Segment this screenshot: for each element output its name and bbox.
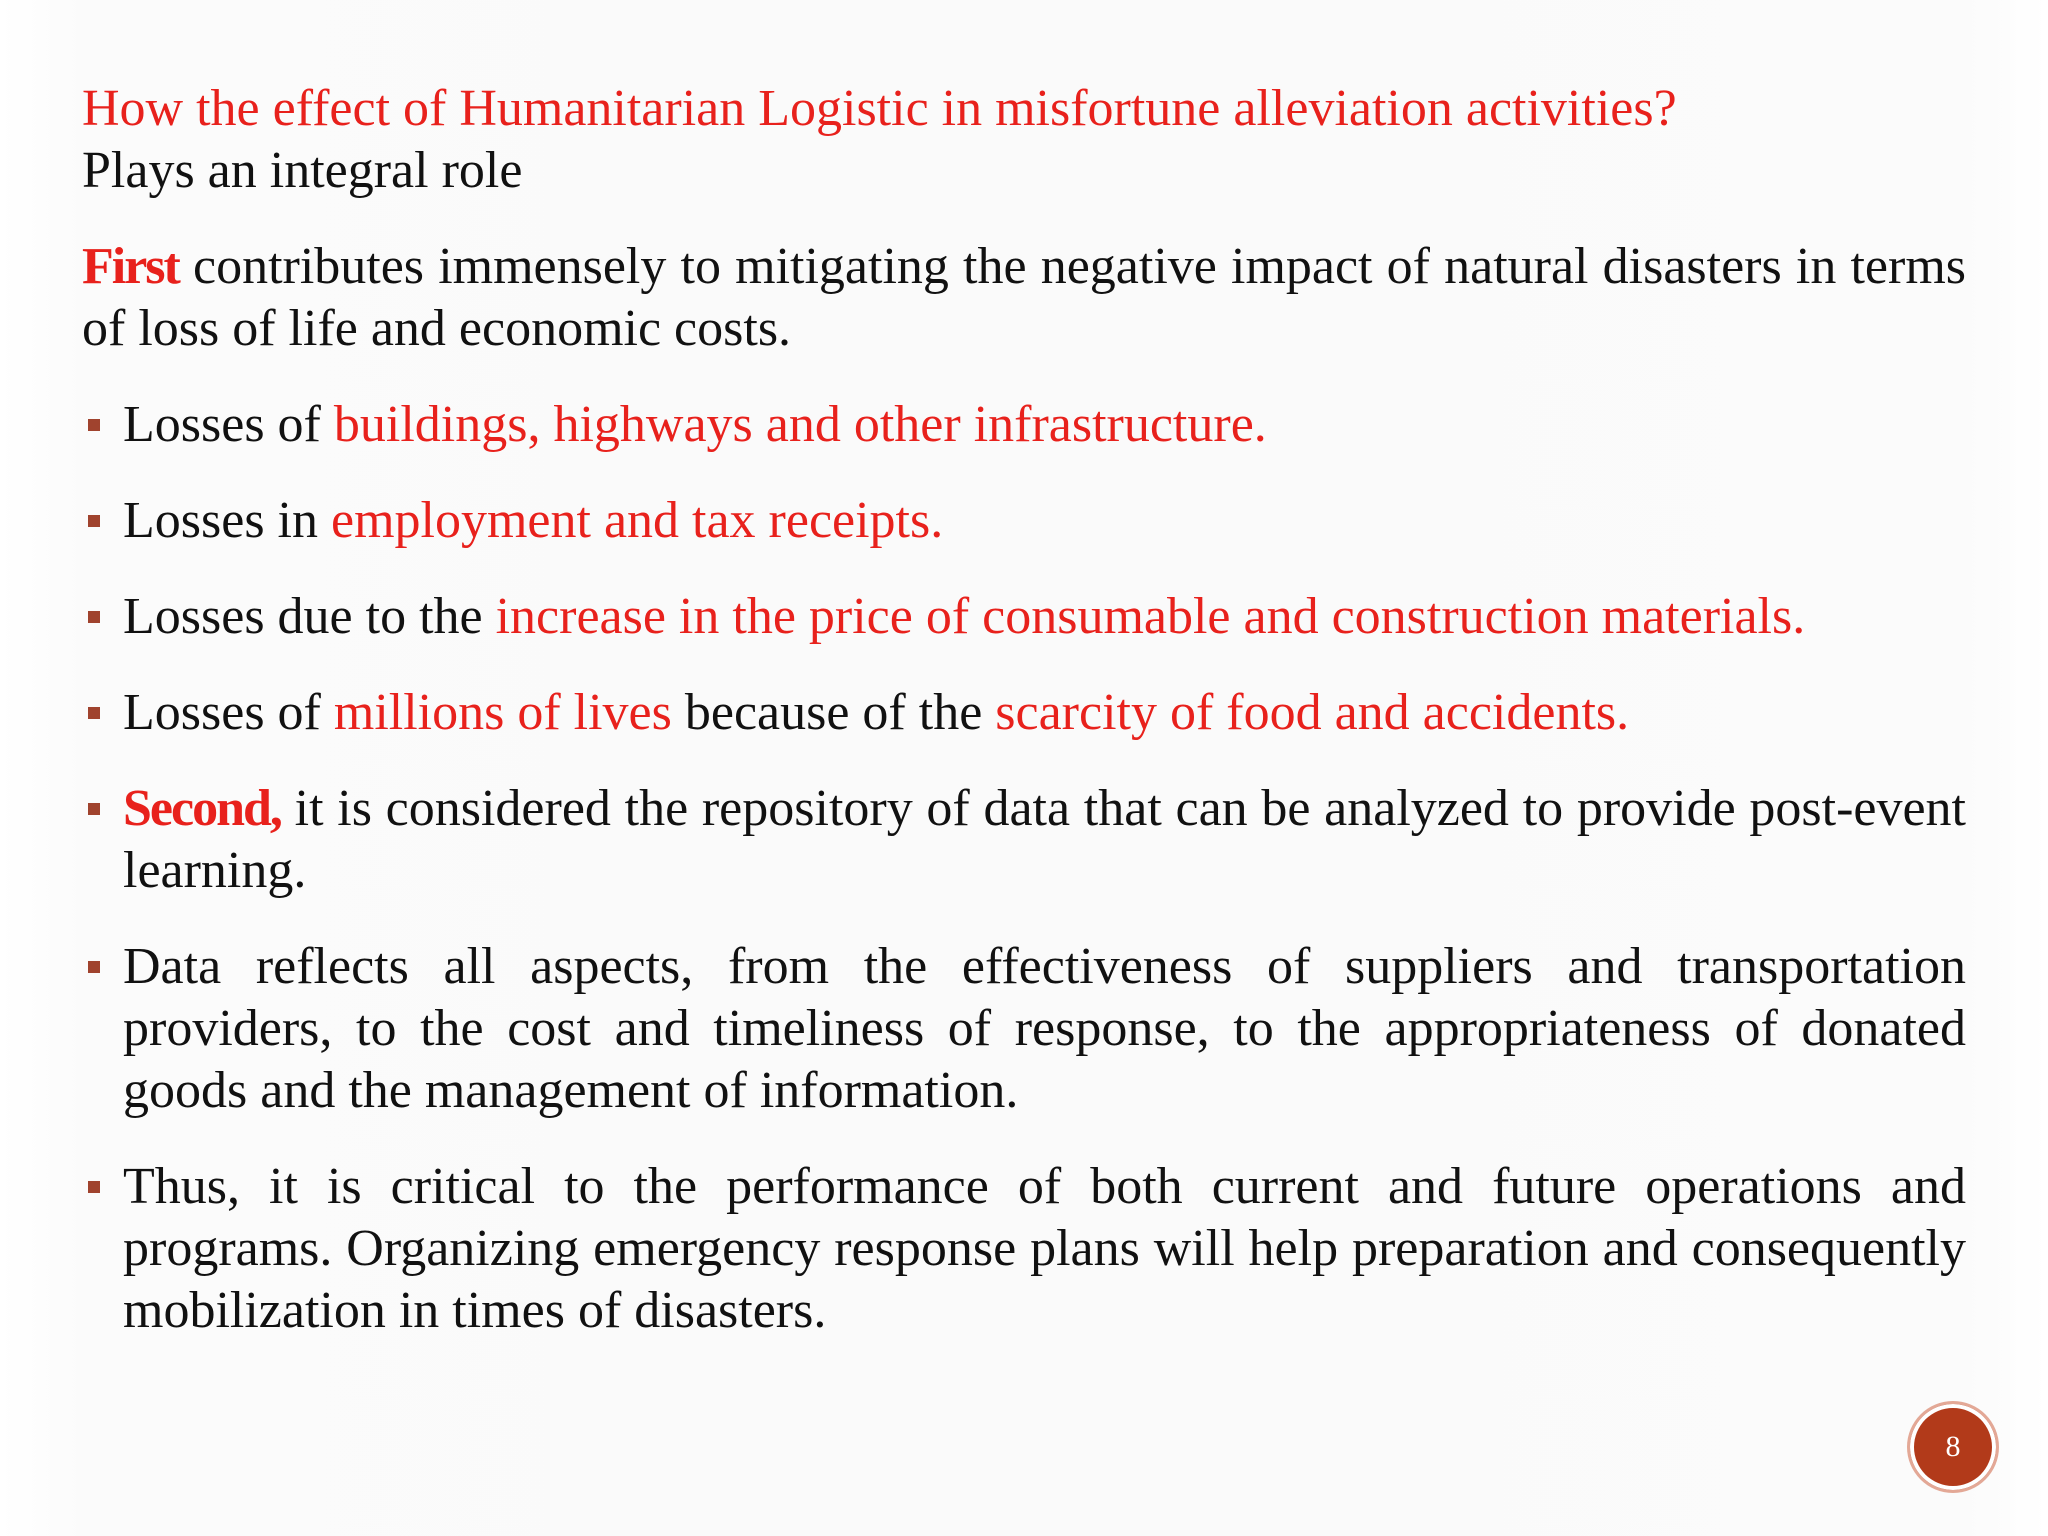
bullet-text: Data reflects all aspects, from the effectiveness of suppliers and transportation providers, to the cost and timeliness of response, to the appropriateness of donated goods and the management of information. [123,938,1966,1119]
bullet-text: Thus, it is critical to the performance of both current and future operations and programs. Organizing emergency response plans will help preparation and consequently mobilization in times of disasters. [123,1158,1966,1339]
intro-answer: Plays an integral role [82,142,523,199]
second-label: Second, [123,780,281,837]
first-label: First [82,238,179,295]
square-bullet-icon [88,611,100,623]
square-bullet-icon [88,419,100,431]
bullet-text: Losses due to the [123,588,496,645]
first-paragraph [82,236,1966,360]
slide-body [82,78,1966,1376]
bullet-list [82,394,1966,1342]
bullet-item-prices [82,586,1966,648]
bullet-highlight: buildings, highways and other infrastructure. [333,396,1267,453]
intro-question: How the effect of Humanitarian Logistic in misfortune alleviation activities? [82,80,1677,137]
bullet-text: Losses in [123,492,331,549]
bullet-item-employment [82,490,1966,552]
bullet-item-thus [82,1156,1966,1342]
intro-paragraph [82,78,1966,202]
bullet-highlight: increase in the price of consumable and construction materials. [495,588,1806,645]
square-bullet-icon [88,961,100,973]
bullet-item-second [82,778,1966,902]
square-bullet-icon [88,1181,100,1193]
square-bullet-icon [88,707,100,719]
bullet-text: it is considered the repository of data that can be analyzed to provide post-event learning. [123,780,1966,899]
bullet-highlight: employment and tax receipts. [331,492,944,549]
bullet-item-buildings [82,394,1966,456]
bullet-text-middle: because of the [671,684,996,741]
bullet-text: Losses of [123,684,334,741]
bullet-item-data [82,936,1966,1122]
square-bullet-icon [88,515,100,527]
square-bullet-icon [88,803,100,815]
page-number-badge: 8 [1910,1404,1996,1490]
bullet-highlight-2: scarcity of food and accidents. [995,684,1630,741]
bullet-highlight: millions of lives [333,684,672,741]
bullet-text: Losses of [123,396,334,453]
first-text: contributes immensely to mitigating the negative impact of natural disasters in terms of loss of life and economic costs. [82,238,1966,357]
bullet-item-lives [82,682,1966,744]
